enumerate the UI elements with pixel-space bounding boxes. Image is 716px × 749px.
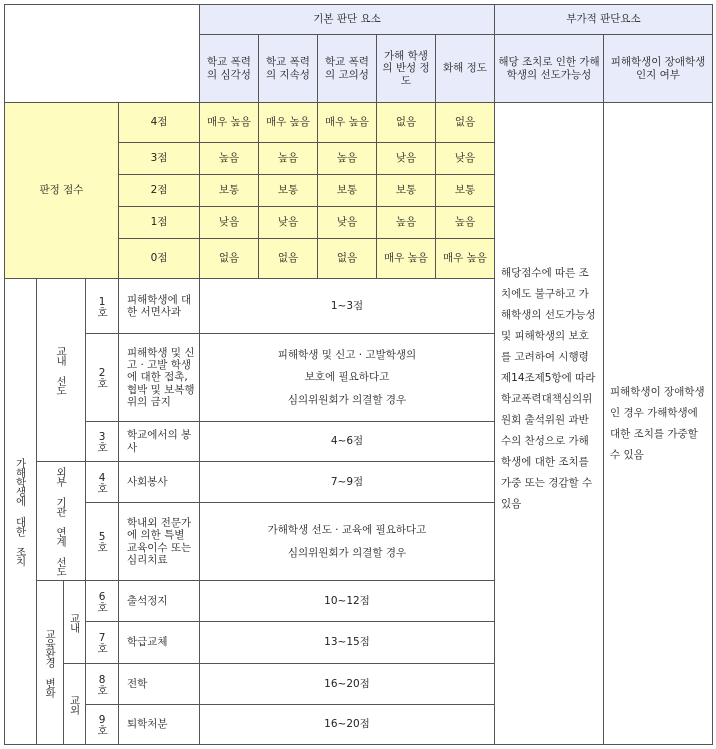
score-cell: 낮음 <box>435 142 495 175</box>
measure-no: 9호 <box>85 704 119 745</box>
measure-name: 학급교체 <box>118 621 200 664</box>
score-cell: 없음 <box>435 102 495 143</box>
score-cell: 높음 <box>317 142 377 175</box>
measure-name: 전학 <box>118 663 200 705</box>
additional-factors-header: 부가적 판단요소 <box>494 4 713 35</box>
score-cell: 낮음 <box>317 206 377 239</box>
measure-rule: 10~12점 <box>199 580 495 622</box>
score-cell: 없음 <box>376 102 436 143</box>
rule-line: 심의위원회가 의결할 경우 <box>287 393 407 406</box>
score-row-label: 2점 <box>118 174 200 207</box>
measure-name: 피해학생 및 신고 · 고발 학생에 대한 접촉, 협박 및 보복행위의 금지 <box>118 333 200 422</box>
score-cell: 없음 <box>199 238 259 279</box>
measure-name: 학내외 전문가에 의한 특별 교육이수 또는 심리치료 <box>118 502 200 581</box>
measure-no: 4호 <box>85 461 119 503</box>
rule-line: 보호에 필요하다고 <box>304 371 390 384</box>
measure-rule: 13~15점 <box>199 621 495 664</box>
col-guidance-possibility: 해당 조치로 인한 가해학생의 선도가능성 <box>494 34 604 103</box>
measure-rule: 16~20점 <box>199 704 495 745</box>
side-label-measures: 가해학생에 대한 조치 <box>4 278 37 745</box>
measure-rule <box>199 333 495 422</box>
score-row-label: 4점 <box>118 102 200 143</box>
measure-no: 5호 <box>85 502 119 581</box>
rule-line: 피해학생 및 신고 · 고발학생의 <box>277 349 417 362</box>
score-row-label: 0점 <box>118 238 200 279</box>
score-cell: 매우 높음 <box>317 102 377 143</box>
score-cell: 없음 <box>258 238 318 279</box>
score-cell: 매우 높음 <box>435 238 495 279</box>
score-cell: 보통 <box>258 174 318 207</box>
measure-no: 2호 <box>85 333 119 422</box>
score-cell: 낮음 <box>258 206 318 239</box>
score-cell: 보통 <box>317 174 377 207</box>
rule-line: 가해학생 선도 · 교육에 필요하다고 <box>267 524 427 537</box>
guidance-possibility-note: 해당점수에 따른 조치에도 불구하고 가해학생의 선도가능성 및 피해학생의 보호를 고려하여 시행령제14조제5항에 따라 학교폭력대책심의위원회 출석위원 과반수의 찬성으로 가해학생에 대한 조치를 가중 또는 경감할 수 있음 <box>494 102 604 745</box>
score-cell: 매우 높음 <box>376 238 436 279</box>
measure-rule: 1~3점 <box>199 278 495 334</box>
measure-no: 3호 <box>85 421 119 462</box>
measure-no: 6호 <box>85 580 119 622</box>
measure-rule: 4~6점 <box>199 421 495 462</box>
measure-rule: 16~20점 <box>199 663 495 705</box>
measure-name: 출석정지 <box>118 580 200 622</box>
score-cell: 높음 <box>199 142 259 175</box>
score-cell: 보통 <box>435 174 495 207</box>
group-outer-link: 외부 기관 연계 선도 <box>36 461 86 581</box>
col-severity: 학교 폭력의 심각성 <box>199 34 259 103</box>
measure-name: 퇴학처분 <box>118 704 200 745</box>
score-cell: 높음 <box>435 206 495 239</box>
disability-note: 피해학생이 장애학생인 경우 가해학생에 대한 조치를 가중할 수 있음 <box>603 102 713 745</box>
measure-no: 8호 <box>85 663 119 705</box>
score-row-label: 3점 <box>118 142 200 175</box>
col-reconciliation: 화해 정도 <box>435 34 495 103</box>
basic-factors-header: 기본 판단 요소 <box>199 4 495 35</box>
score-cell: 낮음 <box>199 206 259 239</box>
group-env-change: 교육환경 변화 <box>36 580 64 745</box>
score-cell: 보통 <box>376 174 436 207</box>
col-intentionality: 학교 폭력의 고의성 <box>317 34 377 103</box>
measure-name: 피해학생에 대한 서면사과 <box>118 278 200 334</box>
score-cell: 없음 <box>317 238 377 279</box>
measure-no: 1호 <box>85 278 119 334</box>
score-cell: 매우 높음 <box>258 102 318 143</box>
measure-no: 7호 <box>85 621 119 664</box>
score-cell: 높음 <box>258 142 318 175</box>
rule-line: 심의위원회가 의결할 경우 <box>287 546 407 559</box>
col-remorse: 가해 학생의 반성 정도 <box>376 34 436 103</box>
col-disability: 피해학생이 장애학생인지 여부 <box>603 34 713 103</box>
col-persistence: 학교 폭력의 지속성 <box>258 34 318 103</box>
measure-rule: 7~9점 <box>199 461 495 503</box>
score-cell: 매우 높음 <box>199 102 259 143</box>
score-cell: 높음 <box>376 206 436 239</box>
score-cell: 낮음 <box>376 142 436 175</box>
score-label: 판정 점수 <box>4 102 119 279</box>
measure-name: 학교에서의 봉사 <box>118 421 200 462</box>
measure-rule <box>199 502 495 581</box>
header-corner <box>4 4 200 103</box>
measure-name: 사회봉사 <box>118 461 200 503</box>
group-inner-guidance: 교내 선도 <box>36 278 86 462</box>
group-in-school: 교내 <box>63 580 86 664</box>
score-row-label: 1점 <box>118 206 200 239</box>
score-cell: 보통 <box>199 174 259 207</box>
group-out-school: 교외 <box>63 663 86 745</box>
